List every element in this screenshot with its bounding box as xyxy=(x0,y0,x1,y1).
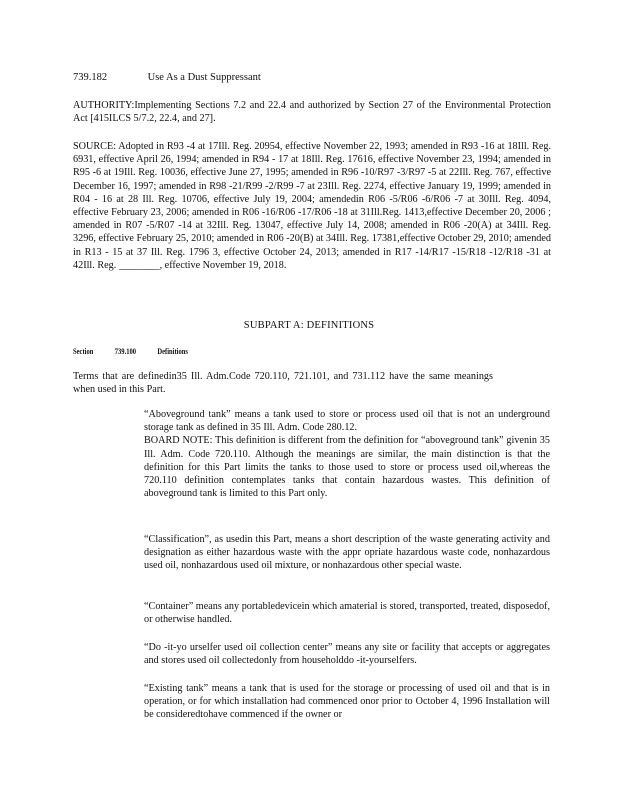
section-line-title: Definitions xyxy=(157,347,188,356)
authority-paragraph: AUTHORITY:Implementing Sections 7.2 and 22.4 and authorized by Section 27 of the Environmental Protection Act [415ILCS 5/7.2, 22.4, and 27]. xyxy=(73,100,551,125)
definition-diy-collection-center xyxy=(144,641,550,667)
terms-intro: Terms that are definedin35 Ill. Adm.Code 720.110, 721.101, and 731.112 have the same meanings when used in this Part. xyxy=(73,371,493,396)
section-label: Section xyxy=(73,347,94,356)
source-paragraph: SOURCE: Adopted in R93 -4 at 17Ill. Reg. 20954, effective November 22, 1993; amended in R93 -16 at 18Ill. Reg. 6931, effective April 26, 1994; amended in R94 - 17 at 18Ill. Reg. 17616, effective November 23, 1994; amended in R95 -6 at 19Ill. Reg. 10036, effective June 27, 1995; amended in R96 -10/R97 -3/R97 -5 at 22Ill. Reg. 767, effective December 16, 1997; amended in R98 -21/R99 -2/R99 -7 at 23Ill. Reg. 2274, effective January 19, 1999; amended in R04 - 16 at 28 Ill. Reg. 10706, effective July 19, 2004; amendedin R06 -5/R06 -6/R06 -7 at 30Ill. Reg. 4094, effective February 23, 2006; amended in R06 -16/R06 -17/R06 -18 at 31Ill.Reg. 1413,effective December 20, 2006 ; amended in R07 -5/R07 -14 at 32Ill. Reg. 13047, effective July 14, 2008; amended in R06 -20(A) at 34Ill. Reg. 3296, effective February 25, 2010; amended in R06 -20(B) at 34Ill. Reg. 17381,effective October 29, 2010; amended in R13 - 15 at 37 Ill. Reg. 1796 3, effective October 24, 2013; amended in R17 -14/R17 -15/R18 -12/R18 -31 at 42Ill. Reg. ________, effective November 19, 2018. xyxy=(73,141,551,271)
definition-aboveground-tank xyxy=(144,408,550,500)
definition-text: “Classification”, as usedin this Part, means a short description of the waste generating activity and designation as either hazardous waste with the appr opriate hazardous waste code, nonhazardous used oil, nonhazardous used oil mixture, or nonhazardous other special waste. xyxy=(144,534,550,572)
section-line xyxy=(73,347,208,356)
section-title: Use As a Dust Suppressant xyxy=(147,72,261,83)
definition-text: “Container” means any portabledevicein which amaterial is stored, transported, treated, disposedof, or otherwise handled. xyxy=(144,601,550,626)
board-note: BOARD NOTE: This definition is different from the definition for “aboveground tank” givenin 35 Ill. Adm. Code 720.110. Although the meanings are similar, the main distinction is that the definition for this Part limits the tanks to those used to store or process used oil,whereas the 720.110 definition contemplates tanks that contain hazardous wastes. This definition of aboveground tank is limited to this Part only. xyxy=(144,435,550,500)
definition-existing-tank xyxy=(144,682,550,722)
definition-text: “Existing tank” means a tank that is used for the storage or processing of used oil and that is in operation, or for which installation had commenced onor prior to October 4, 1996 Installation will be consideredtohave commenced if the owner or xyxy=(144,683,550,721)
definition-text: “Do -it-yo urselfer used oil collection center” means any site or facility that accepts or aggregates and stores used oil collectedonly from householddo -it-yourselfers. xyxy=(144,642,550,667)
subpart-heading: SUBPART A: DEFINITIONS xyxy=(243,320,375,331)
definition-classification xyxy=(144,533,550,573)
definition-container xyxy=(144,600,550,626)
section-heading xyxy=(73,72,261,83)
definition-text: “Aboveground tank” means a tank used to store or process used oil that is not an underground storage tank as defined in 35 Ill. Adm. Code 280.12. xyxy=(144,409,550,434)
section-line-number: 739.100 xyxy=(114,347,137,356)
section-number: 739.182 xyxy=(73,72,108,83)
